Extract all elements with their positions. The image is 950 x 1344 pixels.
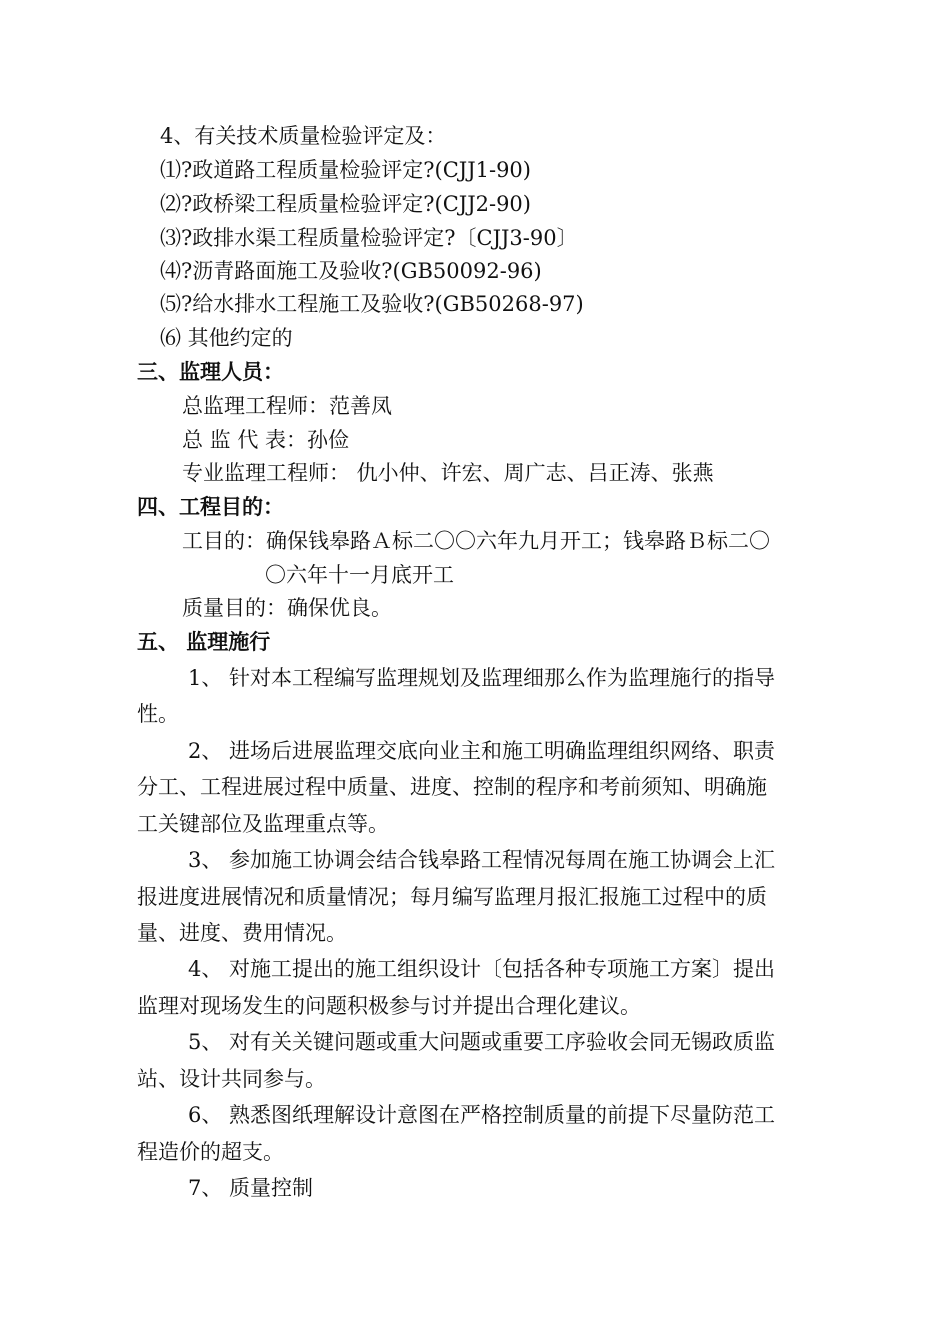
schedule-goal-continued: 〇六年十一月底开工: [265, 563, 454, 587]
paragraph-line: 6、 熟悉图纸理解设计意图在严格控制质量的前提下尽量防范工: [188, 1103, 776, 1127]
standard-item: ⑶?政排水渠工程质量检验评定?〔CJJ3-90〕: [160, 226, 578, 250]
paragraph-line: 报进度进展情况和质量情况；每月编写监理月报汇报施工过程中的质: [137, 885, 767, 909]
paragraph-line: 2、 进场后进展监理交底向业主和施工明确监理组织网络、职责: [188, 739, 776, 763]
section-heading-implementation: 五、 监理施行: [137, 630, 271, 654]
chief-representative: 总 监 代 表：孙俭: [182, 428, 350, 452]
paragraph-line: 1、 针对本工程编写监理规划及监理细那么作为监理施行的指导: [188, 666, 776, 690]
paragraph-line: 工关键部位及监理重点等。: [137, 812, 389, 836]
quality-goal: 质量目的：确保优良。: [182, 596, 392, 620]
paragraph-line: 量、进度、费用情况。: [137, 921, 347, 945]
paragraph-line: 5、 对有关关键问题或重大问题或重要工序验收会同无锡政质监: [188, 1030, 776, 1054]
paragraph-line: 分工、工程进展过程中质量、进度、控制的程序和考前须知、明确施: [137, 775, 767, 799]
section-heading-goals: 四、工程目的：: [137, 495, 284, 519]
standards-heading: 4、有关技术质量检验评定及：: [160, 124, 447, 148]
paragraph-line: 监理对现场发生的问题积极参与讨并提出合理化建议。: [137, 994, 641, 1018]
paragraph-line: 站、设计共同参与。: [137, 1067, 326, 1091]
section-heading-personnel: 三、监理人员：: [137, 360, 284, 384]
paragraph-line: 7、 质量控制: [188, 1176, 314, 1200]
standard-item: ⑸?给水排水工程施工及验收?(GB50268-97): [160, 292, 584, 316]
standard-item: ⑹ 其他约定的: [160, 326, 293, 350]
paragraph-line: 3、 参加施工协调会结合钱皋路工程情况每周在施工协调会上汇: [188, 848, 776, 872]
paragraph-line: 性。: [137, 702, 179, 726]
schedule-goal: 工目的：确保钱皋路Ａ标二〇〇六年九月开工；钱皋路Ｂ标二〇: [182, 529, 770, 553]
standard-item: ⑷?沥青路面施工及验收?(GB50092-96): [160, 259, 542, 283]
standard-item: ⑴?政道路工程质量检验评定?(CJJ1-90): [160, 158, 531, 182]
paragraph-line: 4、 对施工提出的施工组织设计〔包括各种专项施工方案〕提出: [188, 957, 776, 981]
chief-engineer: 总监理工程师：范善凤: [182, 394, 392, 418]
specialist-engineers: 专业监理工程师： 仇小仲、许宏、周广志、吕正涛、张燕: [182, 461, 714, 485]
standard-item: ⑵?政桥梁工程质量检验评定?(CJJ2-90): [160, 192, 531, 216]
paragraph-line: 程造价的超支。: [137, 1140, 284, 1164]
